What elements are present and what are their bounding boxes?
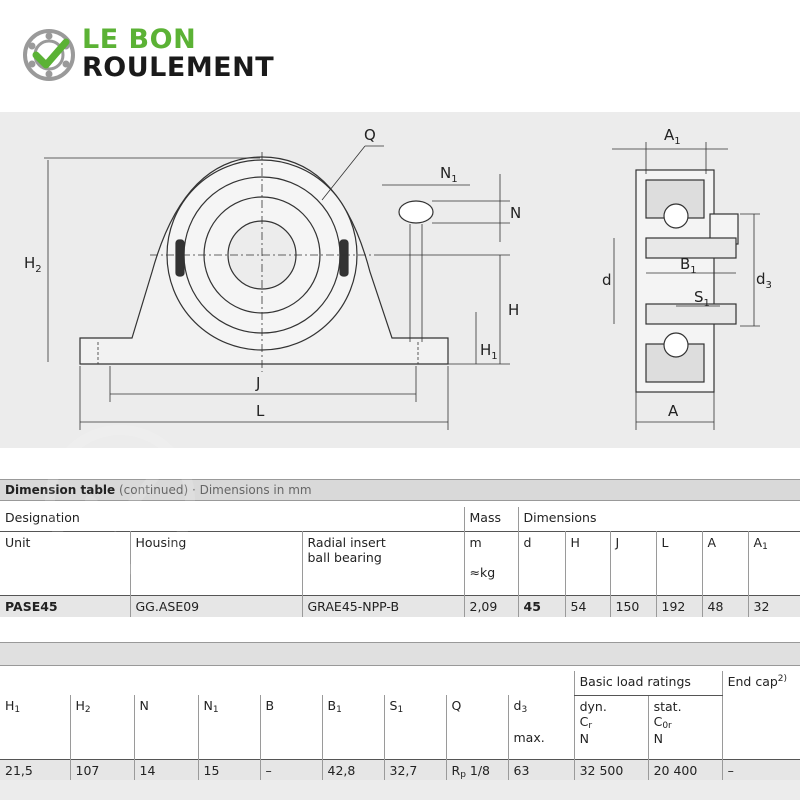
col-H: H — [565, 531, 610, 595]
technical-drawing — [0, 112, 800, 448]
cell-C0r: 20 400 — [648, 759, 722, 783]
col-H2: $H_2$ — [70, 695, 134, 759]
cell-endcap: – — [722, 759, 800, 783]
col-A: A — [702, 531, 748, 595]
col-d3: $d_3$ max. — [508, 695, 574, 759]
brand-logo[interactable] — [22, 26, 292, 86]
cell-N: 14 — [134, 759, 198, 783]
cell-Q: $R_p$ 1/8 — [446, 759, 508, 783]
hdr-dimensions: Dimensions — [518, 507, 800, 531]
cell-H: 54 — [565, 595, 610, 617]
label-A1: $A_1$ — [664, 126, 681, 147]
cell-A: 48 — [702, 595, 748, 617]
cell-bearing: GRAE45-NPP-B — [302, 595, 464, 617]
dimension-table-title — [0, 479, 800, 501]
cell-H1: 21,5 — [5, 762, 33, 778]
cell-J: 150 — [610, 595, 656, 617]
label-H2: $H_2$ — [24, 254, 42, 275]
col-H1: $H_1$ — [5, 698, 21, 715]
col-S1: $S_1$ — [384, 695, 446, 759]
cell-A1: 32 — [748, 595, 800, 617]
bearing-check-icon — [22, 28, 76, 82]
table-separator — [0, 642, 800, 666]
col-unit: Unit — [5, 534, 31, 550]
cell-N1: 15 — [198, 759, 260, 783]
col-B: B — [260, 695, 322, 759]
hdr-basic-load: Basic load ratings — [574, 671, 722, 695]
label-N: N — [510, 204, 522, 222]
brand-line-1: LE BON — [82, 24, 197, 55]
hdr-designation: Designation — [5, 510, 80, 525]
cell-d: 45 — [518, 595, 565, 617]
table-row — [0, 759, 800, 783]
label-S1: $S_1$ — [694, 288, 710, 309]
cell-housing: GG.ASE09 — [130, 595, 302, 617]
cell-Cr: 32 500 — [574, 759, 648, 783]
label-L: L — [256, 402, 265, 420]
label-H: H — [508, 301, 520, 319]
col-J: J — [610, 531, 656, 595]
label-d: d — [602, 271, 612, 289]
title-bold: Dimension table — [5, 483, 116, 497]
cell-mass: 2,09 — [464, 595, 518, 617]
title-continued: (continued) — [115, 483, 189, 497]
col-N: N — [134, 695, 198, 759]
label-A: A — [668, 402, 679, 420]
cell-d3: 63 — [508, 759, 574, 783]
dimension-table-continued — [0, 671, 800, 783]
col-B1: $B_1$ — [322, 695, 384, 759]
header — [0, 0, 800, 112]
brand-line-2: ROULEMENT — [82, 52, 275, 83]
cell-B1: 42,8 — [322, 759, 384, 783]
col-housing: Housing — [130, 531, 302, 595]
cell-S1: 32,7 — [384, 759, 446, 783]
col-Cr: dyn. $C_r$ N — [574, 695, 648, 759]
table-row — [0, 595, 800, 617]
hdr-mass: Mass — [464, 507, 518, 531]
hdr-end-cap: End cap$^{2)}$ — [722, 671, 800, 695]
cell-unit: PASE45 — [5, 598, 58, 614]
col-mass: m ≈kg — [464, 531, 518, 595]
table1-header-row-2 — [0, 531, 800, 595]
table1-header-row-1 — [0, 507, 800, 531]
label-Q: Q — [364, 126, 376, 144]
col-bearing: Radial insert ball bearing — [302, 531, 464, 595]
cell-B: – — [260, 759, 322, 783]
label-d3: $d_3$ — [756, 270, 772, 291]
label-B1: $B_1$ — [680, 255, 697, 276]
label-N1: $N_1$ — [440, 164, 458, 185]
col-L: L — [656, 531, 702, 595]
cell-L: 192 — [656, 595, 702, 617]
label-H1: $H_1$ — [480, 341, 498, 362]
drawing-svg — [0, 112, 800, 448]
col-C0r: stat. $C_{0r}$ N — [648, 695, 722, 759]
dimension-table — [0, 507, 800, 617]
col-Q: Q — [446, 695, 508, 759]
cell-H2: 107 — [70, 759, 134, 783]
table2-header-row-1 — [0, 671, 800, 695]
col-N1: $N_1$ — [198, 695, 260, 759]
title-rest: · Dimensions in mm — [188, 483, 312, 497]
label-J: J — [256, 374, 261, 392]
footer-band — [0, 780, 800, 800]
table2-header-row-2 — [0, 695, 800, 759]
col-A1: $A_1$ — [748, 531, 800, 595]
col-d: d — [518, 531, 565, 595]
